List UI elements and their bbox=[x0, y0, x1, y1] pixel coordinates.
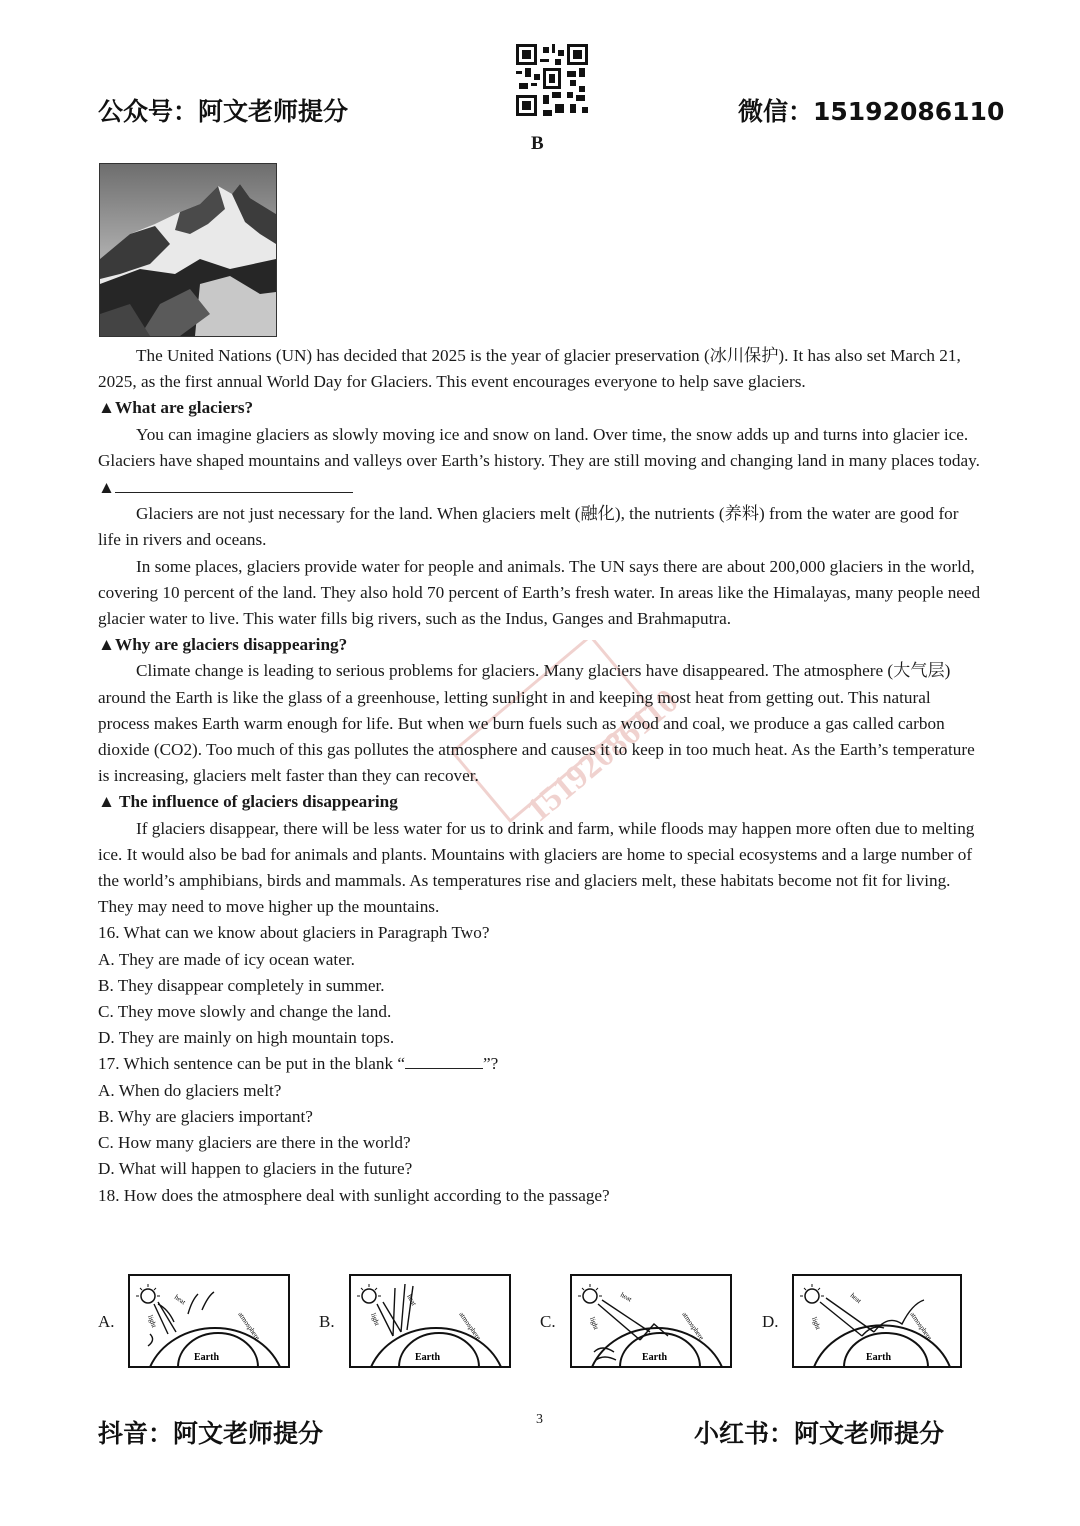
question-16-option-c: C. They move slowly and change the land. bbox=[98, 1002, 392, 1022]
earth-label: Earth bbox=[642, 1352, 667, 1363]
question-17-option-b: B. Why are glaciers important? bbox=[98, 1106, 313, 1126]
section-label: B bbox=[531, 133, 544, 154]
diagram-label-d: D. bbox=[762, 1312, 779, 1331]
paragraph-influence: If glaciers disappear, there will be less water for us to drink and farm, while floods may happen more often due to melting ice. It would also be bad for animals and plants. Mountains with glaciers are home to special ecosystems and a large number of the world’s amphibians, birds and mammals. As temperatures rise and glaciers melt, these habitats become not fit for living. They may need to move higher up the mountains. bbox=[98, 818, 975, 917]
question-17-stem-after: ”? bbox=[483, 1054, 499, 1074]
diagram-label-a: A. bbox=[98, 1312, 115, 1331]
qr-code-icon bbox=[516, 44, 588, 116]
light-label: light bbox=[146, 1313, 159, 1329]
paragraph-what-are-glaciers: You can imagine glaciers as slowly moving ice and snow on land. Over time, the snow adds up and turns into glacier ice. Glaciers have shaped mountains and valleys over Earth’s history. They are still moving and changing land in many places today. bbox=[98, 424, 980, 470]
sun-earth-atmosphere-diagram bbox=[792, 1274, 962, 1368]
question-17-blank bbox=[405, 1053, 483, 1069]
header-wechat-account: 公众号：阿文老师提分 bbox=[98, 97, 349, 126]
earth-label: Earth bbox=[194, 1352, 219, 1363]
diagram-option-d bbox=[762, 1274, 984, 1372]
heat-label: heat bbox=[619, 1290, 634, 1304]
atmosphere-label: atmosphere bbox=[908, 1310, 934, 1342]
question-18-diagrams bbox=[98, 1274, 978, 1372]
light-label: light bbox=[810, 1315, 823, 1331]
diagram-label-c: C. bbox=[540, 1312, 556, 1331]
earth-label: Earth bbox=[866, 1352, 891, 1363]
paragraph-intro: The United Nations (UN) has decided that 2025 is the year of glacier preservation (冰川保护). It has also set March 21, 2025, as the first annual World Day for Glaciers. This event encourages everyone to help save glaciers. bbox=[98, 346, 961, 392]
diagram-option-a bbox=[98, 1274, 320, 1372]
paragraph-climate-change: Climate change is leading to serious problems for glaciers. Many glaciers have disappeared. The atmosphere (大气层) around the Earth is like the glass of a greenhouse, letting sunlight in and keeping most heat from getting out. This natural process makes Earth warm enough for life. But when we burn fuels such as wood and coal, we produce a gas called carbon dioxide (CO2). Too much of this gas pollutes the atmosphere and causes it to keep in too much heat. As the Earth’s temperature is increasing, glaciers melt faster than they can recover. bbox=[98, 661, 975, 786]
watermark-text: 15192086110 bbox=[519, 682, 686, 830]
heat-label: heat bbox=[172, 1293, 188, 1307]
light-label: light bbox=[588, 1315, 601, 1331]
atmosphere-label: atmosphere bbox=[236, 1310, 262, 1342]
heat-label: heat bbox=[405, 1293, 419, 1308]
heat-label: heat bbox=[848, 1291, 863, 1306]
question-16-stem: 16. What can we know about glaciers in Paragraph Two? bbox=[98, 923, 490, 943]
heading-blank bbox=[98, 474, 982, 501]
question-16-option-d: D. They are mainly on high mountain tops. bbox=[98, 1028, 395, 1048]
paragraph-water-supply: In some places, glaciers provide water for people and animals. The UN says there are about 200,000 glaciers in the world, covering 10 percent of the land. They also hold 70 percent of Earth’s fresh water. In areas like the Himalayas, many people need glacier water to live. This water fills big rivers, such as the Indus, Ganges and Brahmaputra. bbox=[98, 556, 981, 629]
mountain-glacier-photo bbox=[99, 163, 277, 337]
heading-influence: ▲ The influence of glaciers disappearing bbox=[98, 792, 398, 812]
passage bbox=[98, 343, 982, 1209]
footer-douyin: 抖音：阿文老师提分 bbox=[98, 1419, 324, 1448]
earth-label: Earth bbox=[415, 1352, 440, 1363]
heading-why-disappearing: ▲Why are glaciers disappearing? bbox=[98, 635, 348, 655]
sun-earth-atmosphere-diagram bbox=[128, 1274, 290, 1368]
sun-earth-atmosphere-diagram bbox=[570, 1274, 732, 1368]
atmosphere-label: atmosphere bbox=[680, 1310, 706, 1342]
header-wechat-id: 微信：15192086110 bbox=[738, 97, 1005, 126]
question-17-stem-before: 17. Which sentence can be put in the blank “ bbox=[98, 1054, 406, 1074]
footer-xiaohongshu: 小红书：阿文老师提分 bbox=[694, 1419, 945, 1448]
question-16-option-a: A. They are made of icy ocean water. bbox=[98, 949, 355, 969]
question-17-stem bbox=[98, 1051, 982, 1077]
question-17-option-a: A. When do glaciers melt? bbox=[98, 1080, 282, 1100]
sun-earth-atmosphere-diagram bbox=[349, 1274, 511, 1368]
page-number: 3 bbox=[536, 1412, 543, 1427]
diagram-option-c bbox=[540, 1274, 762, 1372]
diagram-option-b bbox=[319, 1274, 541, 1372]
light-label: light bbox=[369, 1311, 382, 1327]
diagram-label-b: B. bbox=[319, 1312, 335, 1331]
question-17-option-d: D. What will happen to glaciers in the future? bbox=[98, 1159, 413, 1179]
atmosphere-label: atmosphere bbox=[457, 1310, 483, 1342]
question-16-option-b: B. They disappear completely in summer. bbox=[98, 975, 385, 995]
question-18-stem: 18. How does the atmosphere deal with sunlight according to the passage? bbox=[98, 1185, 610, 1205]
paragraph-necessary: Glaciers are not just necessary for the land. When glaciers melt (融化), the nutrients (养料) from the water are good for life in rivers and oceans. bbox=[98, 504, 959, 550]
blank-line bbox=[115, 474, 353, 493]
question-17-option-c: C. How many glaciers are there in the world? bbox=[98, 1133, 411, 1153]
heading-what-are-glaciers: ▲What are glaciers? bbox=[98, 398, 254, 418]
triangle-marker: ▲ bbox=[98, 478, 116, 498]
